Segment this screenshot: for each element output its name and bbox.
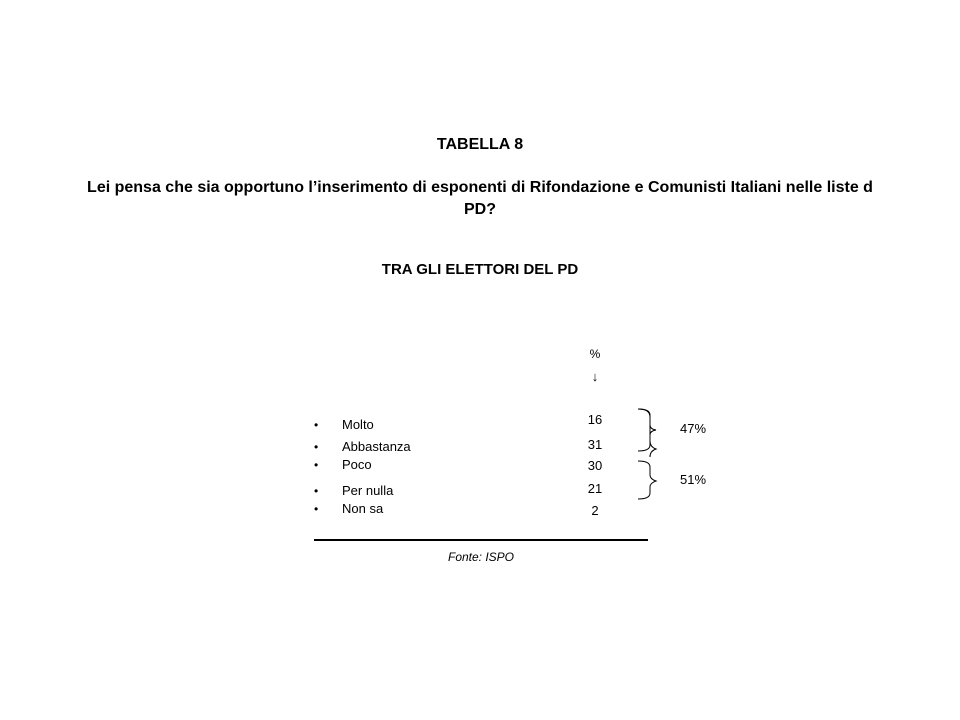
row-label: Abbastanza — [342, 439, 411, 454]
brace-top-icon — [636, 405, 668, 457]
row-label: Per nulla — [342, 483, 394, 498]
row-value: 21 — [587, 481, 603, 496]
percent-column-header: % — [589, 347, 601, 361]
population-subtitle: TRA GLI ELETTORI DEL PD — [381, 261, 579, 278]
brace-bottom-group — [638, 461, 656, 499]
question-line-2: PD? — [464, 201, 496, 218]
row-label: Non sa — [342, 501, 384, 516]
table-title: TABELLA 8 — [436, 136, 524, 153]
row-value: 30 — [587, 458, 603, 473]
bullet-icon: • — [314, 502, 319, 516]
row-label: Molto — [342, 417, 374, 432]
table-rule — [314, 539, 648, 541]
row-value: 31 — [587, 437, 603, 452]
bullet-icon: • — [314, 418, 319, 432]
row-label: Poco — [342, 457, 372, 472]
group-total-negative: 51% — [680, 472, 707, 487]
down-arrow-icon: ↓ — [591, 369, 599, 384]
bullet-icon: • — [314, 458, 319, 472]
source-note: Fonte: ISPO — [447, 550, 515, 564]
question-line-1: Lei pensa che sia opportuno l’inserimento di esponenti di Rifondazione e Comunisti Italiani nelle liste d — [87, 179, 873, 196]
row-value: 16 — [587, 412, 603, 427]
group-total-positive: 47% — [680, 421, 707, 436]
bullet-icon: • — [314, 440, 319, 454]
row-value: 2 — [591, 503, 599, 518]
bullet-icon: • — [314, 484, 319, 498]
